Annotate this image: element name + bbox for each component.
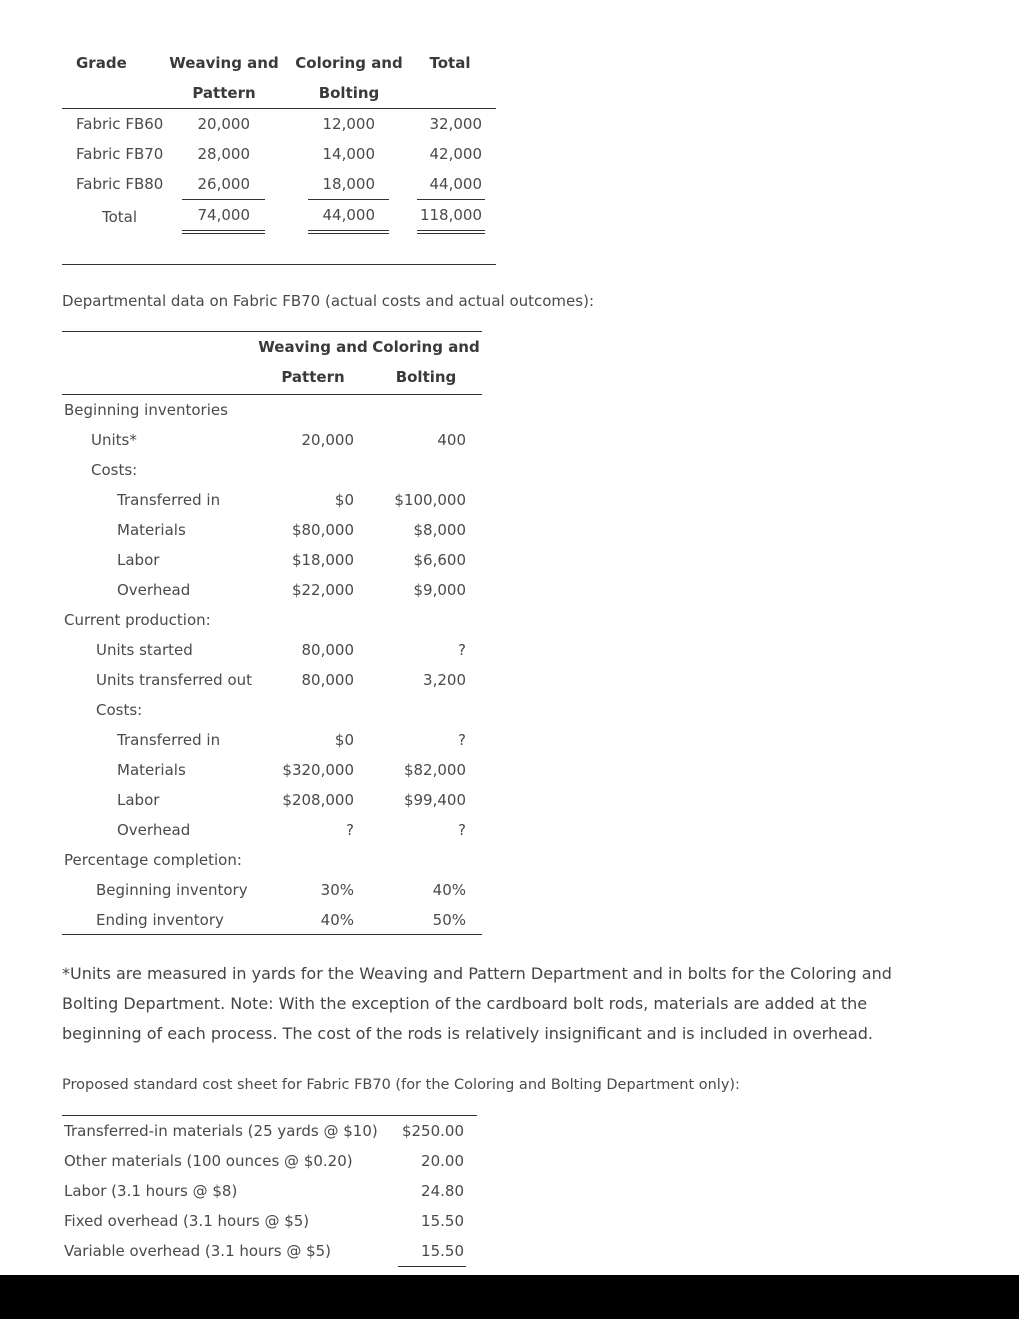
grade-label: Fabric FB60 [76, 115, 164, 133]
weaving-value: 26,000 [197, 175, 250, 193]
cost-item-label: Transferred-in materials (25 yards @ $10) [64, 1122, 378, 1140]
coloring-value: ? [458, 731, 466, 749]
departmental-data-caption: Departmental data on Fabric FB70 (actual costs and actual outcomes): [62, 292, 594, 310]
coloring-value: 12,000 [322, 115, 375, 133]
coloring-value: $100,000 [394, 491, 466, 509]
subtotal-rule [398, 1266, 466, 1267]
weaving-value: 80,000 [301, 641, 354, 659]
row-label: Units* [91, 431, 137, 449]
cost-item-label: Other materials (100 ounces @ $0.20) [64, 1152, 353, 1170]
coloring-total-value: 44,000 [322, 206, 375, 224]
row-label: Transferred in [117, 731, 221, 749]
cost-item-value: 15.50 [421, 1212, 464, 1230]
total-label: Total [102, 208, 138, 226]
cost-item-value: 15.50 [421, 1242, 464, 1260]
weaving-value: $0 [334, 491, 354, 509]
row-label: Materials [117, 761, 186, 779]
coloring-value: $9,000 [413, 581, 466, 599]
row-label: Beginning inventories [64, 401, 228, 419]
coloring-value: 3,200 [423, 671, 466, 689]
coloring-value: ? [458, 641, 466, 659]
col-header-grade: Grade [76, 54, 127, 72]
cost-item-label: Variable overhead (3.1 hours @ $5) [64, 1242, 332, 1260]
row-label: Labor [117, 551, 160, 569]
cost-item-label: Fixed overhead (3.1 hours @ $5) [64, 1212, 310, 1230]
col-header-coloring-line1: Coloring and [295, 54, 403, 72]
double-rule-total [417, 230, 485, 234]
row-label: Beginning inventory [96, 881, 248, 899]
col-header-weaving-line2: Pattern [192, 84, 256, 102]
coloring-value: 40% [432, 881, 466, 899]
col-header-coloring-line1: Coloring and [372, 338, 480, 356]
row-label: Ending inventory [96, 911, 224, 929]
grade-label: Fabric FB80 [76, 175, 164, 193]
coloring-value: ? [458, 821, 466, 839]
weaving-value: $18,000 [291, 551, 354, 569]
col-header-total: Total [429, 54, 471, 72]
weaving-value: $208,000 [282, 791, 354, 809]
coloring-value: 18,000 [322, 175, 375, 193]
subtotal-rule-total [417, 199, 485, 200]
cost-item-value: 24.80 [421, 1182, 464, 1200]
header-rule [62, 394, 482, 395]
total-value: 42,000 [429, 145, 482, 163]
units-footnote: *Units are measured in yards for the Weaving and Pattern Department and in bolts for the Coloring and Bolting Department. Note: With the exception of the cardboard bolt rods, materials are added at the beginning of each process. The cost of the rods is relatively insignificant and is included in overhead. [62, 964, 892, 1043]
subtotal-rule-weaving [182, 199, 265, 200]
cost-item-value: $250.00 [401, 1122, 464, 1140]
weaving-value: 20,000 [301, 431, 354, 449]
weaving-value: $320,000 [282, 761, 354, 779]
col-header-coloring-line2: Bolting [318, 84, 380, 102]
row-label: Transferred in [117, 491, 221, 509]
weaving-value: $80,000 [291, 521, 354, 539]
col-header-weaving-line2: Pattern [281, 368, 345, 386]
weaving-total-value: 74,000 [197, 206, 250, 224]
weaving-value: 40% [320, 911, 354, 929]
weaving-value: 80,000 [301, 671, 354, 689]
standard-cost-caption: Proposed standard cost sheet for Fabric FB70 (for the Coloring and Bolting Department only): [62, 1077, 740, 1093]
row-label: Percentage completion: [64, 851, 242, 869]
header-rule [62, 108, 496, 109]
cost-item-value: 20.00 [421, 1152, 464, 1170]
coloring-value: $8,000 [413, 521, 466, 539]
col-header-weaving-line1: Weaving and [258, 338, 368, 356]
table-bottom-rule [62, 264, 496, 265]
coloring-value: $6,600 [413, 551, 466, 569]
row-label: Overhead [117, 821, 191, 839]
coloring-value: 400 [437, 431, 466, 449]
row-label: Units transferred out [96, 671, 253, 689]
table-bottom-rule [62, 934, 482, 935]
table-top-rule [62, 1115, 477, 1116]
cost-item-label: Labor (3.1 hours @ $8) [64, 1182, 238, 1200]
total-value: 32,000 [429, 115, 482, 133]
weaving-value: 20,000 [197, 115, 250, 133]
weaving-value: 30% [320, 881, 354, 899]
coloring-value: 14,000 [322, 145, 375, 163]
coloring-value: 50% [432, 911, 466, 929]
total-value: 44,000 [429, 175, 482, 193]
coloring-value: $99,400 [403, 791, 466, 809]
subtotal-rule-coloring [308, 199, 389, 200]
double-rule-coloring [308, 230, 389, 234]
row-label: Materials [117, 521, 186, 539]
weaving-value: $0 [334, 731, 354, 749]
coloring-value: $82,000 [403, 761, 466, 779]
row-label: Overhead [117, 581, 191, 599]
weaving-value: ? [346, 821, 354, 839]
row-label: Costs: [91, 461, 138, 479]
bottom-black-bar [0, 1275, 1019, 1319]
col-header-coloring-line2: Bolting [395, 368, 457, 386]
row-label: Costs: [96, 701, 143, 719]
double-rule-weaving [182, 230, 265, 234]
weaving-value: 28,000 [197, 145, 250, 163]
grand-total-value: 118,000 [419, 206, 482, 224]
row-label: Labor [117, 791, 160, 809]
col-header-weaving-line1: Weaving and [169, 54, 279, 72]
grade-label: Fabric FB70 [76, 145, 164, 163]
table-top-rule [62, 331, 482, 332]
row-label: Units started [96, 641, 193, 659]
row-label: Current production: [64, 611, 211, 629]
weaving-value: $22,000 [291, 581, 354, 599]
